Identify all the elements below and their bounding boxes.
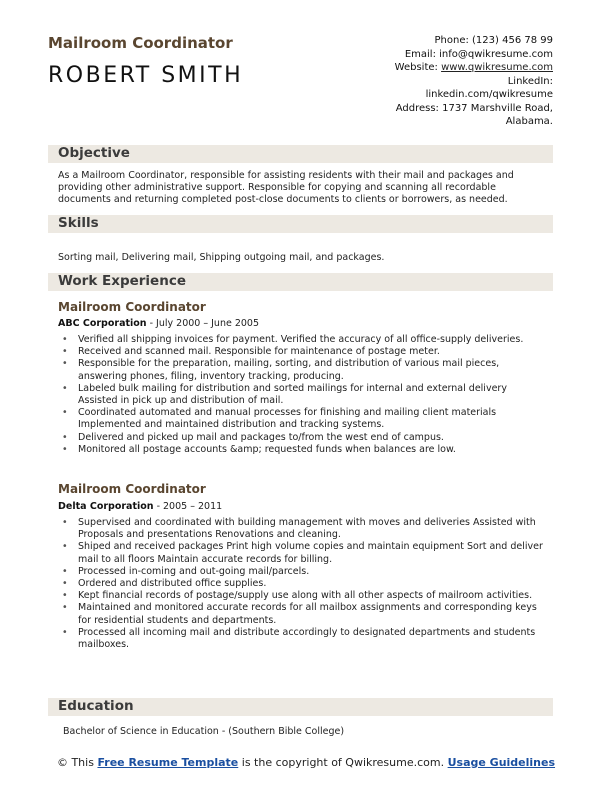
list-item: • Ordered and distributed office supplies. <box>62 578 544 590</box>
candidate-name: ROBERT SMITH <box>48 63 244 88</box>
free-resume-template-link[interactable]: Free Resume Template <box>97 756 239 769</box>
job-1-company-line <box>58 318 259 329</box>
skills-heading: Skills <box>58 215 99 231</box>
list-item: • Verified all shipping invoices for payment. Verified the accuracy of all office-supply deliveries. <box>62 334 544 346</box>
usage-guidelines-link[interactable]: Usage Guidelines <box>447 756 556 769</box>
footer-prefix: © This <box>56 756 98 769</box>
education-text: Bachelor of Science in Education - (Southern Bible College) <box>63 726 345 737</box>
list-item: • Processed all incoming mail and distribute accordingly to designated departments and students mailboxes. <box>62 627 544 651</box>
list-item: • Kept financial records of postage/supply use along with all other aspects of mailroom activities. <box>62 590 544 602</box>
phone: Phone: (123) 456 78 99 <box>434 35 553 46</box>
experience-heading: Work Experience <box>58 273 186 289</box>
job-2-title: Mailroom Coordinator <box>58 482 206 496</box>
job-2-company-line <box>58 501 222 512</box>
job-1-title: Mailroom Coordinator <box>58 300 206 314</box>
contact-block <box>293 34 553 129</box>
job-1-bullets <box>62 334 544 456</box>
email: Email: info@qwikresume.com <box>404 48 553 60</box>
experience-section-header <box>48 273 553 291</box>
job-1-company: ABC Corporation <box>58 318 147 329</box>
education-heading: Education <box>58 698 134 714</box>
job-2-bullets <box>62 517 544 651</box>
linkedin-label: LinkedIn: <box>507 75 553 87</box>
list-item: • Shiped and received packages Print high volume copies and maintain equipment Sort and deliver mail to all floors Maintain accurate records for billing. <box>62 541 544 565</box>
list-item: • Monitored all postage accounts &amp; requested funds when balances are low. <box>62 444 544 456</box>
website-row <box>293 61 553 75</box>
skills-section-header <box>48 215 553 233</box>
job-1-dates: - July 2000 – June 2005 <box>146 318 260 329</box>
list-item: • Coordinated automated and manual processes for finishing and mailing client materials Implemented and maintained distribution and tracking systems. <box>62 407 544 431</box>
footer-middle: is the copyright of Qwikresume.com. <box>238 756 448 769</box>
job-title: Mailroom Coordinator <box>48 34 233 52</box>
list-item: • Responsible for the preparation, mailing, sorting, and distribution of various mail pieces, answering phones, filing, inventory tracking, producing. <box>62 358 544 382</box>
job-2-company: Delta Corporation <box>58 501 154 512</box>
website-label: Website: <box>394 62 438 73</box>
list-item: • Supervised and coordinated with building management with moves and deliveries Assisted with Proposals and presentations Renovations and cleaning. <box>62 517 544 541</box>
objective-section-header <box>48 145 553 163</box>
list-item: • Labeled bulk mailing for distribution and sorted mailings for internal and external delivery Assisted in pick up and distribution of mail. <box>62 383 544 407</box>
list-item: • Processed in-coming and out-going mail/parcels. <box>62 566 544 578</box>
objective-text: As a Mailroom Coordinator, responsible for assisting residents with their mail and packages and providing other administrative support. Responsible for copying and scanning all recordable documents and returning completed post-close documents to clients or borrowers, as needed. <box>58 170 514 205</box>
website-link[interactable]: www.qwikresume.com <box>441 62 553 73</box>
list-item: • Received and scanned mail. Responsible for maintenance of postage meter. <box>62 346 544 358</box>
list-item: • Maintained and monitored accurate records for all mailbox assignments and corresponding keys for residential students and departments. <box>62 602 544 626</box>
address-line-2: Alabama. <box>505 116 553 127</box>
list-item: • Delivered and picked up mail and packages to/from the west end of campus. <box>62 432 544 444</box>
education-section-header <box>48 698 553 716</box>
linkedin-url: linkedin.com/qwikresume <box>425 89 553 100</box>
resume-header <box>48 34 553 134</box>
job-2-dates: - 2005 – 2011 <box>153 501 223 512</box>
skills-text: Sorting mail, Delivering mail, Shipping outgoing mail, and packages. <box>58 252 385 263</box>
footer <box>48 756 564 770</box>
objective-heading: Objective <box>58 145 130 161</box>
address-line-1: Address: 1737 Marshville Road, <box>395 102 553 114</box>
